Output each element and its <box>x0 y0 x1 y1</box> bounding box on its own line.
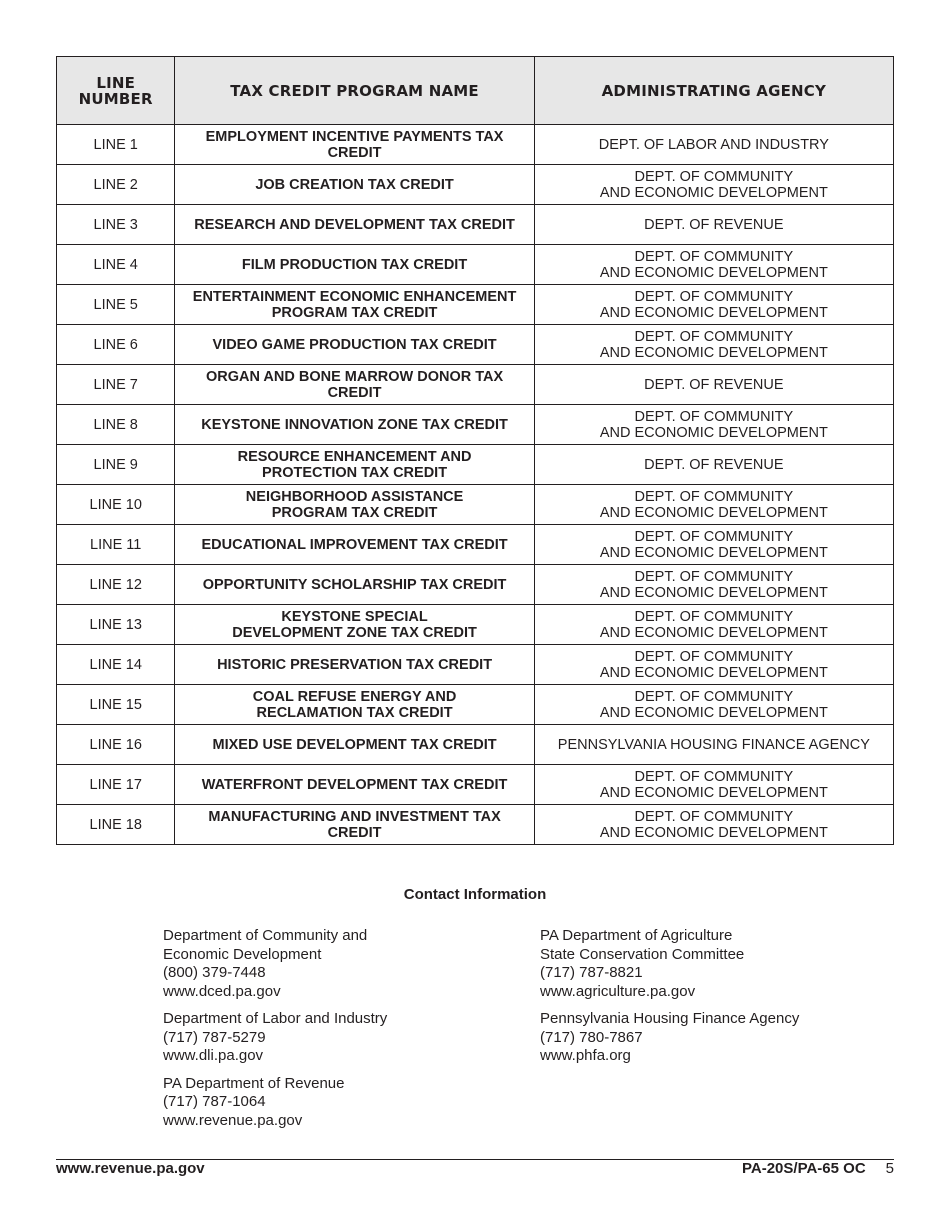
program-name-line: ORGAN AND BONE MARROW DONOR TAX CREDIT <box>205 368 504 401</box>
contact-line: (717) 787-1064 <box>163 1093 266 1110</box>
line-number-cell: LINE 4 <box>57 245 175 285</box>
tax-credit-table <box>56 56 894 845</box>
agency-line: DEPT. OF COMMUNITY <box>634 768 794 785</box>
line-number-cell: LINE 11 <box>57 525 175 565</box>
program-name-line: JOB CREATION TAX CREDIT <box>255 176 454 193</box>
agency-cell <box>534 565 893 605</box>
contact-line: (800) 379-7448 <box>163 964 266 981</box>
agency-cell <box>534 165 893 205</box>
contact-line: Department of Labor and Industry <box>163 1010 388 1027</box>
agency-line: DEPT. OF REVENUE <box>644 216 784 233</box>
agency-line: AND ECONOMIC DEVELOPMENT <box>599 544 828 561</box>
program-name-line: KEYSTONE SPECIAL <box>281 608 428 625</box>
program-name-cell <box>175 645 534 685</box>
agency-cell <box>534 205 893 245</box>
agency-line: DEPT. OF COMMUNITY <box>634 568 794 585</box>
table-row <box>57 405 894 445</box>
contact-line: (717) 787-5279 <box>163 1028 266 1046</box>
agency-line: DEPT. OF COMMUNITY <box>634 528 794 545</box>
line-number-cell: LINE 7 <box>57 365 175 405</box>
agency-line: AND ECONOMIC DEVELOPMENT <box>599 784 828 801</box>
contact-line: www.dli.pa.gov <box>163 1047 264 1064</box>
agency-cell <box>534 365 893 405</box>
program-name-line: PROGRAM TAX CREDIT <box>271 304 438 321</box>
agency-line: AND ECONOMIC DEVELOPMENT <box>599 344 828 361</box>
program-name-line: EDUCATIONAL IMPROVEMENT TAX CREDIT <box>201 536 508 553</box>
program-name-cell <box>175 405 534 445</box>
agency-line: DEPT. OF COMMUNITY <box>634 808 794 825</box>
program-name-line: ENTERTAINMENT ECONOMIC ENHANCEMENT <box>192 288 517 305</box>
contact-line: Pennsylvania Housing Finance Agency <box>540 1010 800 1027</box>
agency-line: AND ECONOMIC DEVELOPMENT <box>599 304 828 321</box>
table-row <box>57 285 894 325</box>
table-row <box>57 765 894 805</box>
agency-line: AND ECONOMIC DEVELOPMENT <box>599 424 828 441</box>
contact-block <box>163 927 523 1001</box>
line-number-cell: LINE 2 <box>57 165 175 205</box>
contact-line: www.dced.pa.gov <box>163 982 281 1000</box>
agency-line: AND ECONOMIC DEVELOPMENT <box>599 504 828 521</box>
agency-line: AND ECONOMIC DEVELOPMENT <box>599 584 828 601</box>
agency-line: DEPT. OF COMMUNITY <box>634 488 794 505</box>
footer-website: www.revenue.pa.gov <box>56 1160 205 1177</box>
agency-line: DEPT. OF COMMUNITY <box>634 248 794 265</box>
contact-line: www.phfa.org <box>540 1047 631 1064</box>
contact-column-left <box>163 927 523 1139</box>
contact-line: www.agriculture.pa.gov <box>540 982 696 1000</box>
agency-line: DEPT. OF REVENUE <box>644 456 784 473</box>
line-number-cell: LINE 1 <box>57 125 175 165</box>
table-body <box>57 125 894 845</box>
agency-cell <box>534 765 893 805</box>
agency-cell <box>534 605 893 645</box>
program-name-line: DEVELOPMENT ZONE TAX CREDIT <box>232 624 477 641</box>
agency-cell <box>534 125 893 165</box>
program-name-line: OPPORTUNITY SCHOLARSHIP TAX CREDIT <box>202 576 507 593</box>
table-row <box>57 125 894 165</box>
line-number-cell: LINE 3 <box>57 205 175 245</box>
contact-line: PA Department of Revenue <box>163 1074 345 1092</box>
agency-line: DEPT. OF REVENUE <box>644 376 784 393</box>
program-name-cell <box>175 205 534 245</box>
agency-cell <box>534 645 893 685</box>
contact-block <box>163 1075 523 1131</box>
agency-cell <box>534 805 893 845</box>
line-number-cell: LINE 6 <box>57 325 175 365</box>
program-name-line: VIDEO GAME PRODUCTION TAX CREDIT <box>212 336 497 353</box>
program-name-line: COAL REFUSE ENERGY AND <box>252 688 457 705</box>
table-row <box>57 725 894 765</box>
agency-line: DEPT. OF LABOR AND INDUSTRY <box>598 136 829 153</box>
table-row <box>57 245 894 285</box>
line-number-cell: LINE 17 <box>57 765 175 805</box>
agency-line: DEPT. OF COMMUNITY <box>634 608 794 625</box>
table-row <box>57 645 894 685</box>
program-name-cell <box>175 485 534 525</box>
table-row <box>57 485 894 525</box>
program-name-cell <box>175 445 534 485</box>
agency-line: PENNSYLVANIA HOUSING FINANCE AGENCY <box>557 736 870 753</box>
program-name-line: MIXED USE DEVELOPMENT TAX CREDIT <box>212 736 497 753</box>
contact-block <box>163 1010 523 1066</box>
program-name-line: KEYSTONE INNOVATION ZONE TAX CREDIT <box>201 416 508 433</box>
program-name-cell <box>175 125 534 165</box>
agency-line: AND ECONOMIC DEVELOPMENT <box>599 824 828 841</box>
program-name-line: MANUFACTURING AND INVESTMENT TAX CREDIT <box>208 808 501 841</box>
footer-form-code: PA-20S/PA-65 OC <box>742 1160 866 1177</box>
program-name-cell <box>175 165 534 205</box>
program-name-cell <box>175 245 534 285</box>
agency-cell <box>534 485 893 525</box>
agency-cell <box>534 245 893 285</box>
table-row <box>57 565 894 605</box>
program-name-cell <box>175 685 534 725</box>
agency-line: AND ECONOMIC DEVELOPMENT <box>599 184 828 201</box>
agency-line: AND ECONOMIC DEVELOPMENT <box>599 664 828 681</box>
contact-title: Contact Information <box>403 886 547 903</box>
line-number-cell: LINE 14 <box>57 645 175 685</box>
program-name-cell <box>175 565 534 605</box>
program-name-cell <box>175 605 534 645</box>
agency-cell <box>534 685 893 725</box>
agency-line: AND ECONOMIC DEVELOPMENT <box>599 704 828 721</box>
agency-line: DEPT. OF COMMUNITY <box>634 168 794 185</box>
line-number-cell: LINE 18 <box>57 805 175 845</box>
program-name-line: EMPLOYMENT INCENTIVE PAYMENTS TAX CREDIT <box>205 128 504 161</box>
line-number-cell: LINE 15 <box>57 685 175 725</box>
contact-block <box>540 1010 900 1066</box>
line-number-cell: LINE 5 <box>57 285 175 325</box>
program-name-line: PROGRAM TAX CREDIT <box>271 504 438 521</box>
line-number-cell: LINE 9 <box>57 445 175 485</box>
program-name-line: NEIGHBORHOOD ASSISTANCE <box>245 488 464 505</box>
contact-line: State Conservation Committee <box>540 945 745 963</box>
program-name-cell <box>175 805 534 845</box>
agency-line: AND ECONOMIC DEVELOPMENT <box>599 264 828 281</box>
program-name-line: FILM PRODUCTION TAX CREDIT <box>241 256 468 273</box>
program-name-line: WATERFRONT DEVELOPMENT TAX CREDIT <box>201 776 508 793</box>
agency-line: DEPT. OF COMMUNITY <box>634 688 794 705</box>
line-number-cell: LINE 10 <box>57 485 175 525</box>
program-name-cell <box>175 525 534 565</box>
table-row <box>57 685 894 725</box>
header-line-number: LINE NUMBER <box>57 57 175 125</box>
contact-line: Department of Community and <box>163 927 368 944</box>
line-number-cell: LINE 16 <box>57 725 175 765</box>
agency-cell <box>534 405 893 445</box>
program-name-cell <box>175 285 534 325</box>
agency-line: DEPT. OF COMMUNITY <box>634 288 794 305</box>
table-row <box>57 605 894 645</box>
agency-line: DEPT. OF COMMUNITY <box>634 328 794 345</box>
page-number: 5 <box>885 1160 894 1177</box>
contact-line: www.revenue.pa.gov <box>163 1111 303 1129</box>
line-number-cell: LINE 13 <box>57 605 175 645</box>
contact-block <box>540 927 900 1001</box>
contact-line: PA Department of Agriculture <box>540 927 733 944</box>
agency-cell <box>534 325 893 365</box>
table-row <box>57 165 894 205</box>
table-row <box>57 525 894 565</box>
agency-cell <box>534 725 893 765</box>
program-name-cell <box>175 365 534 405</box>
program-name-cell <box>175 325 534 365</box>
agency-cell <box>534 285 893 325</box>
table-row <box>57 445 894 485</box>
header-administrating-agency: ADMINISTRATING AGENCY <box>534 57 893 125</box>
agency-cell <box>534 445 893 485</box>
contact-line: (717) 780-7867 <box>540 1028 643 1046</box>
line-number-cell: LINE 8 <box>57 405 175 445</box>
table-row <box>57 205 894 245</box>
footer-right <box>742 1160 894 1177</box>
table-row <box>57 805 894 845</box>
table-header-row <box>57 57 894 125</box>
agency-cell <box>534 525 893 565</box>
table-row <box>57 365 894 405</box>
program-name-line: RESEARCH AND DEVELOPMENT TAX CREDIT <box>194 216 515 233</box>
program-name-cell <box>175 765 534 805</box>
program-name-line: RECLAMATION TAX CREDIT <box>256 704 453 721</box>
table-row <box>57 325 894 365</box>
program-name-line: PROTECTION TAX CREDIT <box>262 464 448 481</box>
contact-line: (717) 787-8821 <box>540 964 643 981</box>
program-name-line: HISTORIC PRESERVATION TAX CREDIT <box>217 656 493 673</box>
program-name-line: RESOURCE ENHANCEMENT AND <box>237 448 472 465</box>
program-name-cell <box>175 725 534 765</box>
header-program-name: TAX CREDIT PROGRAM NAME <box>175 57 534 125</box>
agency-line: DEPT. OF COMMUNITY <box>634 408 794 425</box>
contact-column-right <box>540 927 900 1075</box>
agency-line: DEPT. OF COMMUNITY <box>634 648 794 665</box>
agency-line: AND ECONOMIC DEVELOPMENT <box>599 624 828 641</box>
contact-line: Economic Development <box>163 945 322 963</box>
line-number-cell: LINE 12 <box>57 565 175 605</box>
